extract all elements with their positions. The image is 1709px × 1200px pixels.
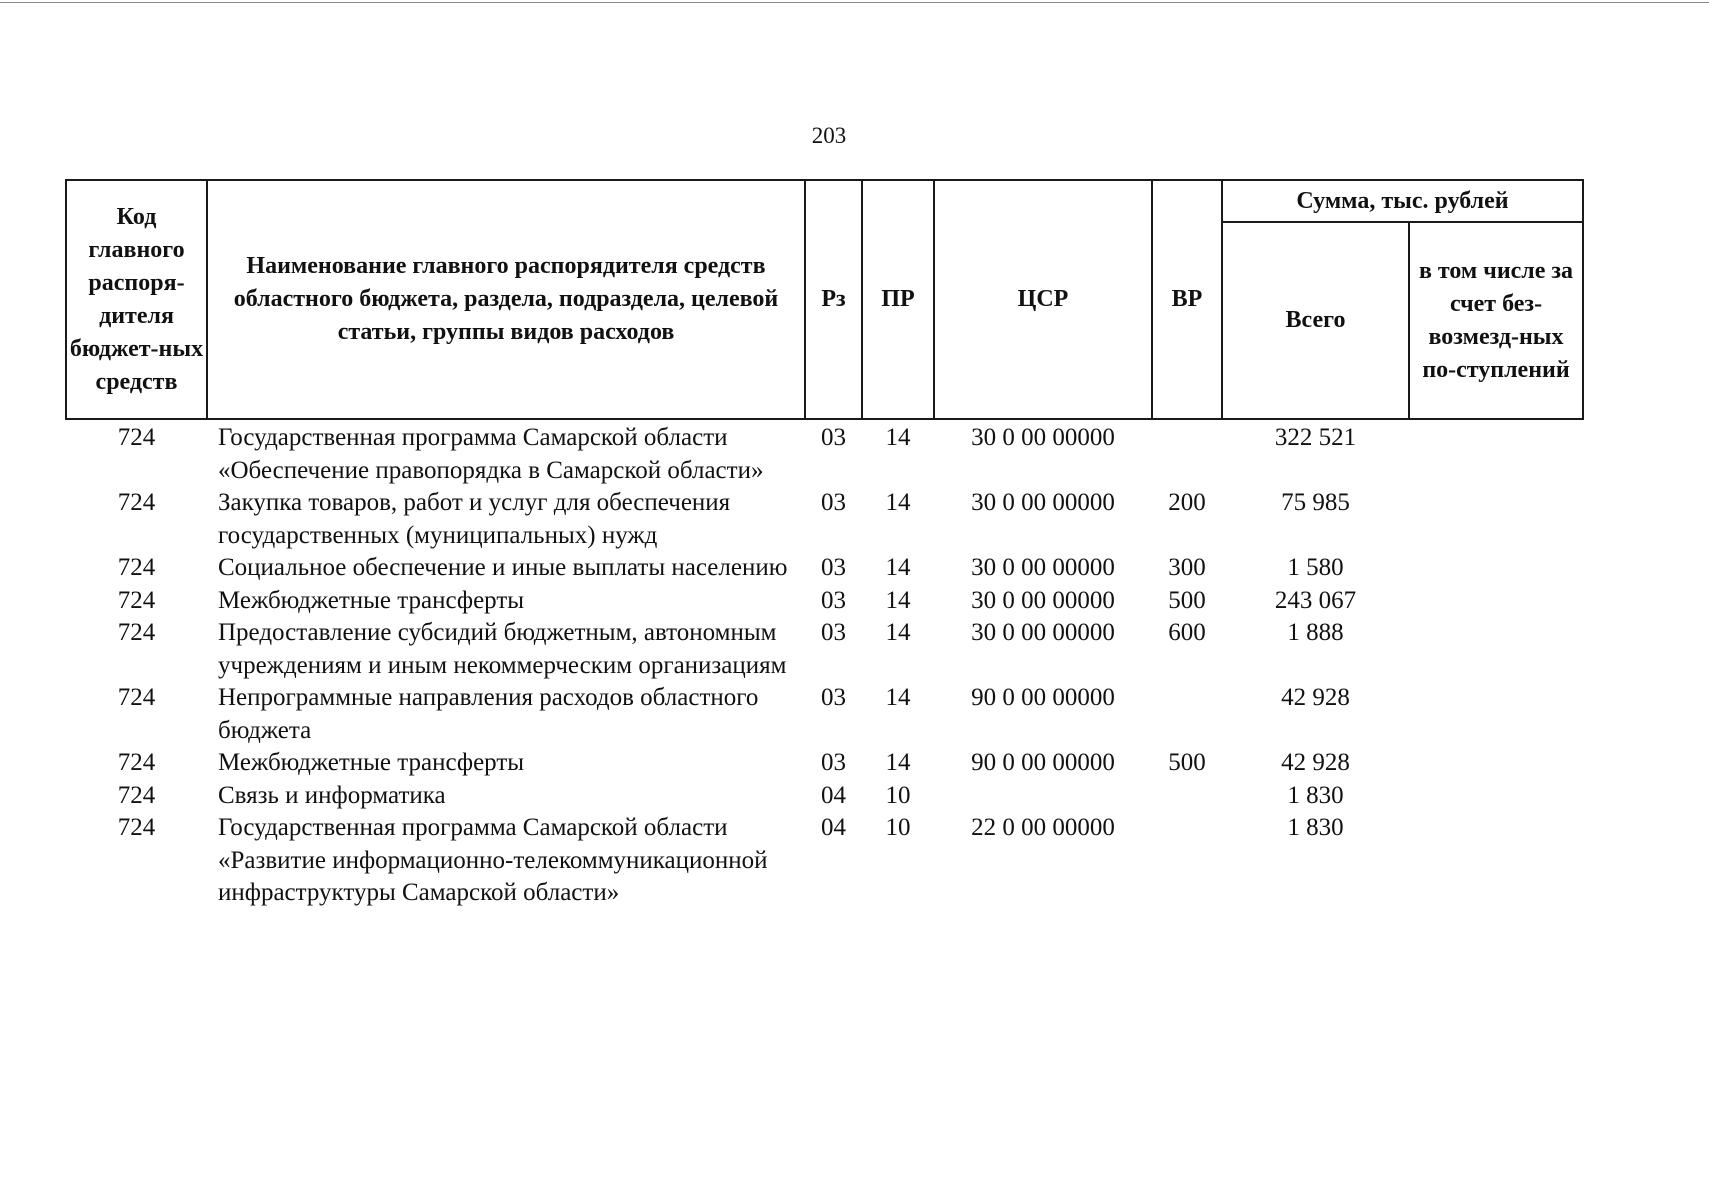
cell-rz: 03 [821, 424, 846, 451]
cell-pr: 14 [885, 489, 911, 516]
cell-free [1409, 682, 1583, 747]
cell-total: 75 985 [1281, 489, 1350, 516]
cell-csr: 30 0 00 00000 [971, 619, 1115, 646]
cell-name: Государственная программа Самарской области «Развитие информационно-телекоммуникационной инфраструктуры Самарской области» [218, 814, 768, 906]
cell-name: Межбюджетные трансферты [218, 586, 525, 614]
header-rz: Рз [805, 180, 862, 419]
table-body [66, 419, 1583, 910]
cell-csr [934, 780, 1152, 813]
cell-total: 1 830 [1287, 814, 1344, 841]
cell-csr: 30 0 00 00000 [971, 424, 1115, 451]
cell-pr: 10 [885, 781, 911, 809]
cell-code: 724 [117, 781, 156, 809]
cell-csr: 30 0 00 00000 [971, 489, 1115, 516]
cell-total: 42 928 [1281, 684, 1350, 711]
cell-code: 724 [117, 619, 156, 646]
cell-pr: 14 [885, 684, 911, 711]
cell-csr: 90 0 00 00000 [971, 749, 1115, 776]
cell-vr [1152, 682, 1222, 747]
table-row [66, 552, 1583, 585]
cell-free [1409, 487, 1583, 552]
cell-total: 1 580 [1287, 554, 1344, 581]
cell-free [1409, 552, 1583, 585]
cell-code: 724 [117, 424, 156, 451]
cell-pr: 14 [885, 749, 911, 776]
cell-rz: 03 [821, 619, 846, 646]
header-total: Всего [1222, 222, 1409, 419]
cell-pr: 14 [885, 554, 911, 581]
cell-name: Социальное обеспечение и иные выплаты населению [218, 554, 788, 581]
cell-csr: 22 0 00 00000 [971, 814, 1115, 841]
cell-pr: 14 [885, 586, 911, 614]
cell-free [1409, 747, 1583, 780]
cell-vr: 200 [1168, 489, 1206, 516]
cell-free [1409, 419, 1583, 487]
table-row [66, 747, 1583, 780]
cell-total: 322 521 [1274, 424, 1357, 451]
cell-vr: 500 [1168, 749, 1206, 776]
table-header [66, 180, 1583, 419]
cell-free [1409, 780, 1583, 813]
cell-rz: 03 [821, 749, 846, 776]
cell-vr: 300 [1168, 554, 1206, 581]
table-row [66, 617, 1583, 682]
cell-total: 243 067 [1274, 586, 1357, 614]
top-rule [0, 2, 1709, 3]
cell-csr: 30 0 00 00000 [971, 586, 1115, 614]
cell-pr: 14 [885, 619, 911, 646]
table-row [66, 585, 1583, 618]
cell-code: 724 [117, 684, 156, 711]
table-row [66, 812, 1583, 910]
header-name: Наименование главного распорядителя средств областного бюджета, раздела, подраздела, целевой статьи, группы видов расходов [207, 180, 805, 419]
header-pr: ПР [862, 180, 934, 419]
cell-code: 724 [117, 586, 156, 614]
cell-code: 724 [117, 554, 156, 581]
table-row [66, 487, 1583, 552]
cell-name: Межбюджетные трансферты [218, 749, 525, 776]
cell-name: Непрограммные направления расходов областного бюджета [218, 684, 759, 744]
cell-name: Предоставление субсидий бюджетным, автономным учреждениям и иным некоммерческим организациям [218, 619, 787, 679]
cell-name: Закупка товаров, работ и услуг для обеспечения государственных (муниципальных) нужд [218, 489, 731, 549]
table-row [66, 682, 1583, 747]
cell-total: 42 928 [1281, 749, 1350, 776]
cell-pr: 10 [885, 814, 911, 841]
table-row [66, 419, 1583, 487]
cell-free [1409, 617, 1583, 682]
cell-vr [1152, 812, 1222, 910]
cell-free [1409, 585, 1583, 618]
cell-vr: 600 [1168, 619, 1206, 646]
header-code: Код главного распоря-дителя бюджет-ных средств [66, 180, 207, 419]
cell-vr [1152, 419, 1222, 487]
budget-table [65, 179, 1584, 910]
cell-csr: 30 0 00 00000 [971, 554, 1115, 581]
header-csr: ЦСР [934, 180, 1152, 419]
cell-total: 1 830 [1287, 781, 1344, 809]
cell-name: Связь и информатика [218, 781, 446, 809]
cell-total: 1 888 [1287, 619, 1344, 646]
cell-name: Государственная программа Самарской области «Обеспечение правопорядка в Самарской области» [218, 424, 764, 484]
header-free: в том числе за счет без-возмезд-ных по-ступлений [1409, 222, 1583, 419]
cell-csr: 90 0 00 00000 [971, 684, 1115, 711]
cell-code: 724 [117, 814, 156, 841]
cell-free [1409, 812, 1583, 910]
header-sum: Сумма, тыс. рублей [1222, 180, 1583, 222]
cell-code: 724 [117, 749, 156, 776]
cell-vr: 500 [1168, 586, 1206, 614]
cell-code: 724 [117, 489, 156, 516]
cell-rz: 03 [821, 586, 846, 614]
cell-pr: 14 [885, 424, 911, 451]
cell-rz: 03 [821, 489, 846, 516]
header-vr: ВР [1152, 180, 1222, 419]
page-number: 203 [811, 123, 847, 148]
cell-rz: 04 [821, 781, 846, 809]
cell-rz: 03 [821, 684, 846, 711]
cell-rz: 04 [821, 814, 846, 841]
cell-vr [1152, 780, 1222, 813]
cell-rz: 03 [821, 554, 846, 581]
table-row [66, 780, 1583, 813]
